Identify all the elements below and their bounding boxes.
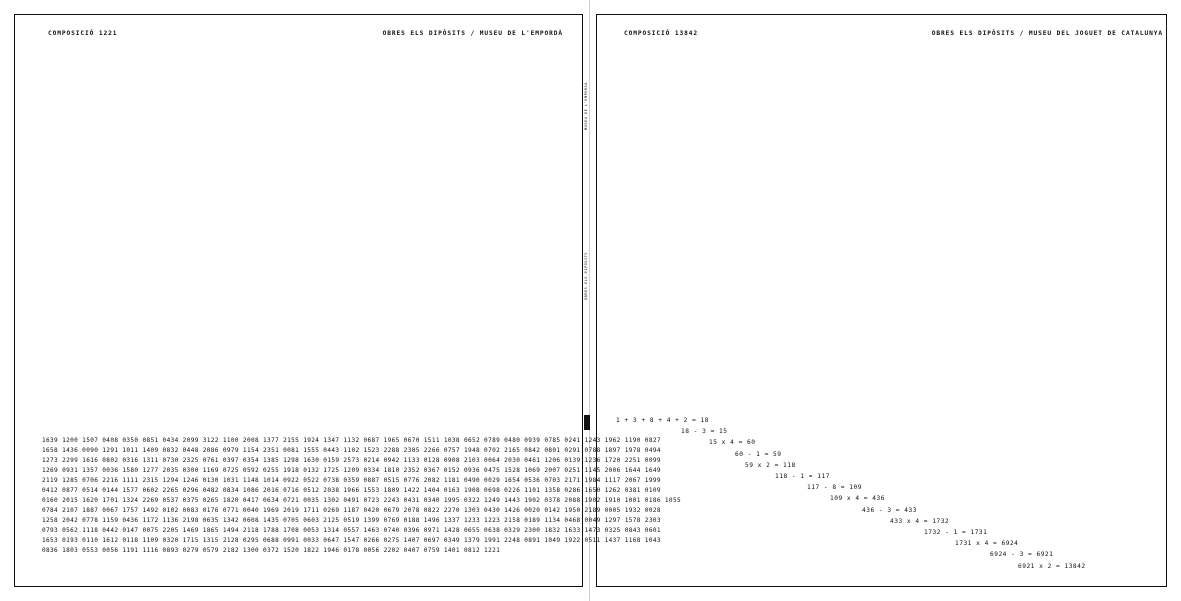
calculation-step: 1732 - 1 = 1731 [924,529,988,537]
calculation-step: 433 x 4 = 1732 [890,517,950,525]
calculation-step: 18 - 3 = 15 [681,428,728,436]
number-grid [42,436,681,556]
number-row: 0784 2107 1887 0067 1757 1492 0102 0083 0176 0771 0040 1969 2019 1711 0269 1187 0420 0679 2078 0822 2270 1303 0430 1426 0020 0142 1950 2189 0005 1932 0028 [42,507,661,514]
number-row: 1273 2299 1616 0802 0316 1311 0730 2325 0761 0397 0354 1385 1298 1630 0159 2573 0214 0942 1133 0128 0908 2103 0064 2030 0461 1206 0139 1236 1720 2251 0099 [42,457,661,464]
number-row: 1653 0193 0110 1612 0118 1109 0320 1715 1315 2128 0295 0688 0991 0033 0647 1547 0266 0275 1407 0697 0349 1379 1991 2248 0891 1049 1922 0511 1437 1168 1043 [42,537,661,544]
left-page-title: COMPOSICIÓ 1221 [48,30,118,37]
number-row: 0160 2015 1620 1701 1324 2269 0537 0375 0265 1820 0417 0634 0721 0035 1302 0491 0723 2243 0431 0340 1995 0322 1249 1443 1902 0378 2088 1902 1910 1001 0186 1055 [42,497,681,504]
calculation-step: 15 x 4 = 60 [709,439,756,447]
number-row: 0836 1803 0553 0056 1191 1116 0893 0279 0579 2182 1300 0372 1520 1822 1946 0178 0056 2202 0407 0759 1401 0812 1221 [42,547,501,554]
right-page [590,0,1181,601]
calculation-step: 59 x 2 = 118 [745,461,796,469]
calculation-step: 109 x 4 = 436 [830,495,885,503]
number-row: 1658 1436 0090 1291 1011 1409 0832 0448 2086 0979 1154 2351 0081 1555 0443 1102 1523 2288 2305 2266 0757 1948 0702 2165 0842 0801 0291 0788 1897 1978 0494 [42,447,661,454]
right-page-title: COMPOSICIÓ 13842 [624,30,699,37]
number-row: 2119 1285 0706 2216 1111 2315 1294 1246 0130 1031 1148 1014 0922 0522 0738 0359 0887 0515 0776 2082 1181 0490 0029 1654 0536 0703 2171 1984 1117 2067 1999 [42,477,661,484]
right-page-credit: OBRES ELS DIPÒSITS / MUSEU DEL JOGUET DE CATALUNYA [931,30,1163,37]
gutter-mark-museum: MUSEU DE L'EMPORDÀ [584,82,588,130]
calculation-step: 6921 x 2 = 13842 [1018,562,1086,570]
calculation-step: 60 - 1 = 59 [735,450,782,458]
calculation-step: 436 - 3 = 433 [862,506,917,514]
left-page-credit: OBRES ELS DIPÒSITS / MUSEU DE L'EMPORDÀ [382,30,563,37]
calculation-step: 118 - 1 = 117 [775,473,830,481]
number-row: 1639 1200 1507 0408 0350 0851 0434 2099 3122 1100 2008 1377 2155 1924 1347 1132 0687 1965 0670 1511 1038 0652 0789 0480 0939 0785 0241 1243 1962 1190 0827 [42,437,661,444]
calculation-step: 6924 - 3 = 6921 [990,551,1054,559]
number-row: 1258 2042 0778 1159 0436 1172 1136 2198 0635 1342 0608 1435 0705 0603 2125 0519 1399 0769 0188 1496 1337 1233 1223 2158 0189 1134 0468 0049 1297 1578 2303 [42,517,661,524]
number-row: 0412 0877 0514 0144 1577 0602 2265 0296 0482 0834 1086 2016 0716 0512 2038 1966 1553 1809 1422 1404 0163 1908 0698 0226 1101 1358 0286 1650 1262 0381 0109 [42,487,661,494]
calculation-step: 1731 x 4 = 6924 [955,540,1019,548]
number-row: 0793 0562 1118 0442 0147 0075 2205 1469 1865 1494 2118 1788 1708 0053 1314 0557 1463 0740 0396 0971 1428 0655 0638 0329 2300 1832 1633 1473 0325 0843 0601 [42,527,661,534]
gutter-mark-collection: OBRES ELS DIPÒSITS [584,252,588,300]
calculation-step: 117 - 8 = 109 [807,484,862,492]
calculation-steps [590,415,1181,572]
calculation-step: 1 + 3 + 8 + 4 + 2 = 18 [616,417,709,424]
number-row: 1269 0931 1357 0036 1580 1277 2035 0300 1169 0725 0592 0255 1918 0132 1725 1209 0334 1810 2352 0367 0152 0936 0475 1528 1069 2007 0251 1145 2006 1644 1649 [42,467,661,474]
